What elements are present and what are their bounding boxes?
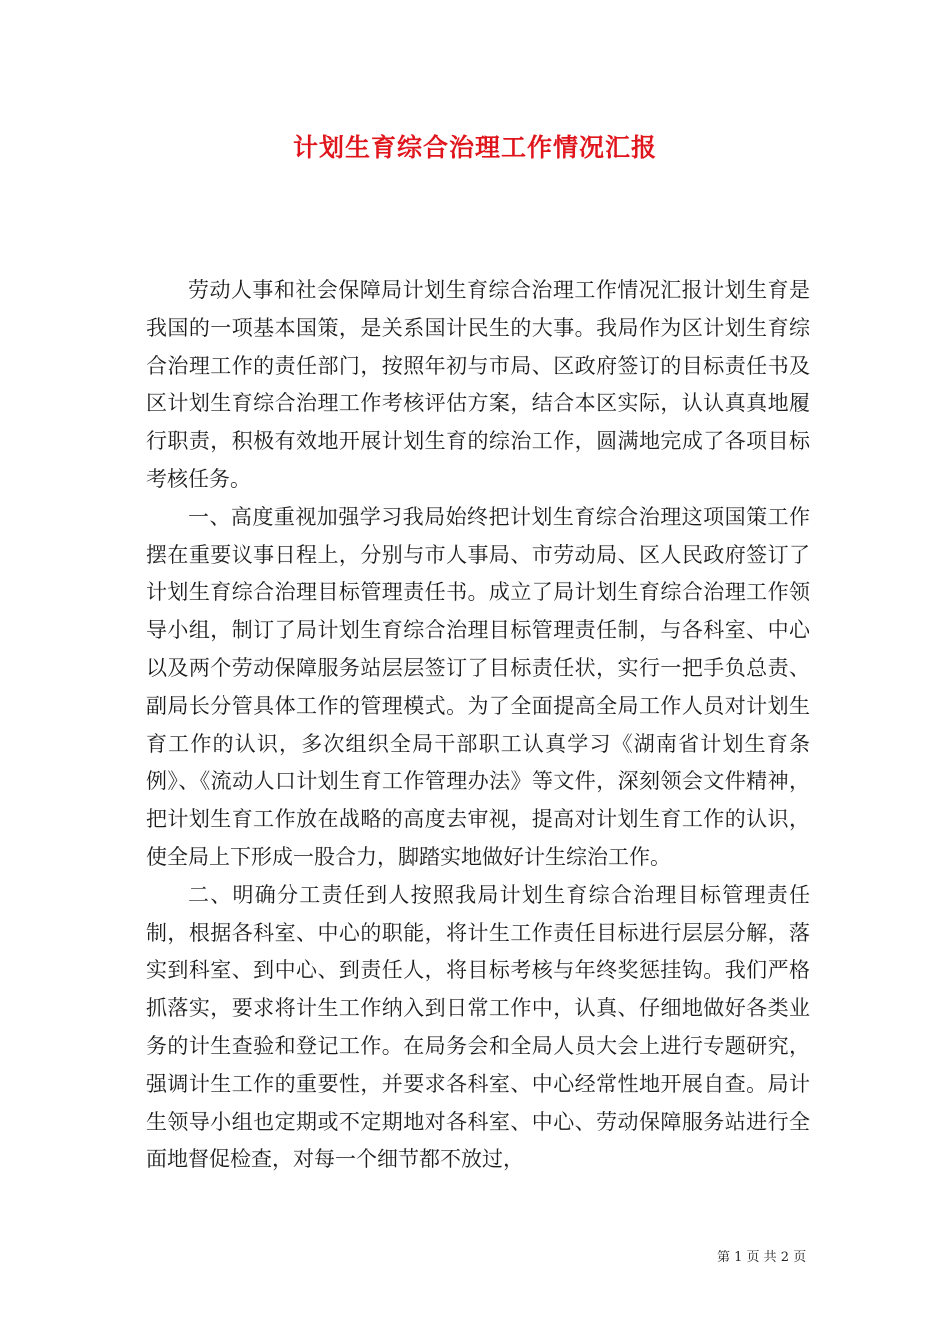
page-number-footer: 第 1 页 共 2 页 [717, 1250, 807, 1265]
paragraph-intro: 劳动人事和社会保障局计划生育综合治理工作情况汇报计划生育是我国的一项基本国策，是关系国计民生的大事。我局作为区计划生育综合治理工作的责任部门，按照年初与市局、区政府签订的目标责任书及区计划生育综合治理工作考核评估方案，结合本区实际，认认真真地履行职责，积极有效地开展计划生育的综治工作，圆满地完成了各项目标考核任务。 [146, 278, 810, 491]
document-title: 计划生育综合治理工作情况汇报 [292, 133, 657, 162]
paragraph-section-1: 一、高度重视加强学习我局始终把计划生育综合治理这项国策工作摆在重要议事日程上，分别与市人事局、市劳动局、区人民政府签订了计划生育综合治理目标管理责任书。成立了局计划生育综合治理工作领导小组，制订了局计划生育综合治理目标管理责任制，与各科室、中心以及两个劳动保障服务站层层签订了目标责任状，实行一把手负总责、副局长分管具体工作的管理模式。为了全面提高全局工作人员对计划生育工作的认识，多次组织全局干部职工认真学习《湖南省计划生育条例》、《流动人口计划生育工作管理办法》等文件，深刻领会文件精神，把计划生育工作放在战略的高度去审视，提高对计划生育工作的认识，使全局上下形成一股合力，脚踏实地做好计生综治工作。 [146, 504, 810, 869]
document-body [146, 272, 810, 1179]
paragraph-section-2: 二、明确分工责任到人按照我局计划生育综合治理目标管理责任制，根据各科室、中心的职能，将计生工作责任目标进行层层分解，落实到科室、到中心、到责任人，将目标考核与年终奖惩挂钩。我们严格抓落实，要求将计生工作纳入到日常工作中，认真、仔细地做好各类业务的计生查验和登记工作。在局务会和全局人员大会上进行专题研究，强调计生工作的重要性，并要求各科室、中心经常性地开展自查。局计生领导小组也定期或不定期地对各科室、中心、劳动保障服务站进行全面地督促检查，对每一个细节都不放过， [146, 882, 810, 1172]
